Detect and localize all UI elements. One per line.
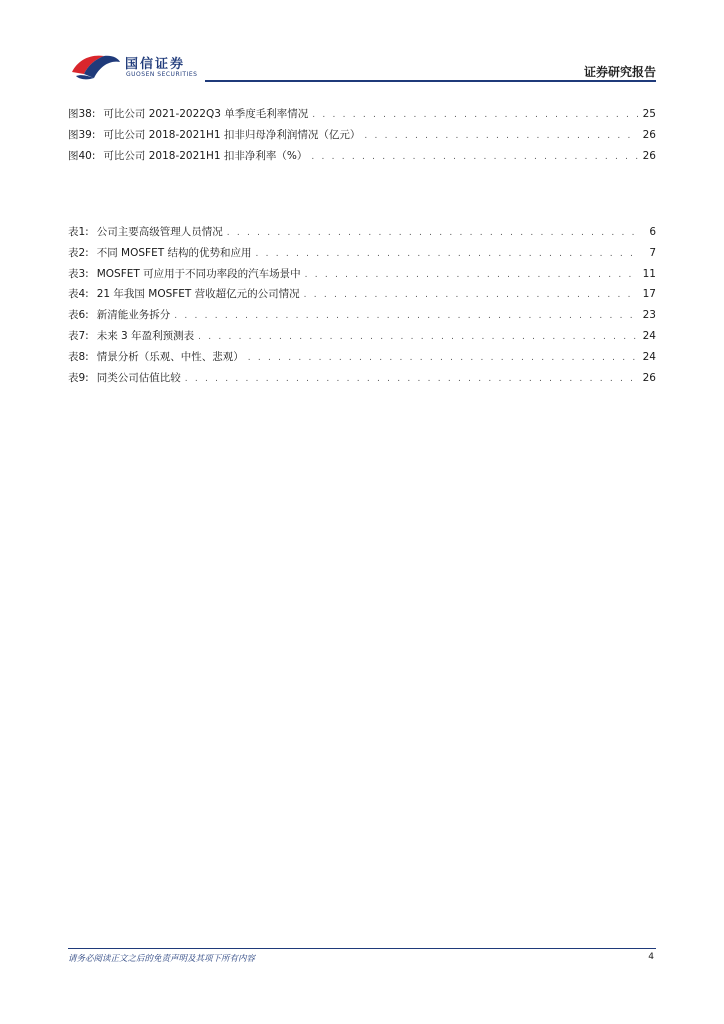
toc-entry-title: 未来 3 年盈利预测表 <box>96 329 195 342</box>
toc-entry-page: 23 <box>642 309 656 322</box>
page-number: 4 <box>648 952 654 962</box>
toc-entry-table-3[interactable] <box>68 264 656 285</box>
toc-entry-title: 同类公司估值比较 <box>96 371 181 384</box>
toc-entry-label: 图40: <box>68 149 96 162</box>
toc-dot-leader <box>174 306 638 327</box>
toc-entry-table-4[interactable] <box>68 284 656 305</box>
toc-dot-leader <box>304 285 638 306</box>
figure-index <box>68 104 656 166</box>
toc-entry-page: 17 <box>642 288 656 301</box>
report-type-label: 证券研究报告 <box>583 65 656 79</box>
toc-entry-figure-39[interactable] <box>68 125 656 146</box>
toc-entry-page: 26 <box>642 371 656 384</box>
page-header <box>0 0 724 90</box>
toc-entry-figure-40[interactable] <box>68 146 656 167</box>
toc-entry-label: 图38: <box>68 108 96 120</box>
toc-entry-label: 表9: <box>68 371 89 384</box>
toc-dot-leader <box>255 244 638 265</box>
toc-entry-title: 新清能业务拆分 <box>96 309 171 322</box>
toc-entry-table-6[interactable] <box>68 305 656 326</box>
toc-entry-label: 表2: <box>68 246 89 259</box>
toc-entry-table-1[interactable] <box>68 222 656 243</box>
toc-dot-leader <box>305 265 638 286</box>
table-index <box>68 222 656 388</box>
header-divider <box>205 80 656 82</box>
logo-chinese-name: 国信证券 <box>125 57 186 72</box>
toc-entry-table-2[interactable] <box>68 243 656 264</box>
toc-entry-label: 表8: <box>68 350 89 363</box>
footer-divider <box>68 948 656 949</box>
toc-dot-leader <box>198 327 638 348</box>
toc-entry-page: 26 <box>642 128 656 141</box>
toc-entry-page: 7 <box>649 246 656 259</box>
guosen-logo-icon <box>70 50 122 84</box>
toc-entry-title: 可比公司 2021-2022Q3 单季度毛利率情况 <box>103 108 309 120</box>
toc-entry-label: 表7: <box>68 329 89 342</box>
toc-entry-title: 21 年我国 MOSFET 营收超亿元的公司情况 <box>96 288 300 301</box>
toc-dot-leader <box>248 348 638 369</box>
toc-entry-title: 情景分析（乐观、中性、悲观） <box>96 350 244 363</box>
toc-entry-page: 6 <box>649 226 656 238</box>
toc-entry-title: 公司主要高级管理人员情况 <box>96 226 223 238</box>
toc-entry-label: 表4: <box>68 288 89 301</box>
toc-entry-title: 不同 MOSFET 结构的优势和应用 <box>96 246 252 259</box>
toc-entry-table-7[interactable] <box>68 326 656 347</box>
toc-entry-title: 可比公司 2018-2021H1 扣非归母净利润情况（亿元） <box>103 128 361 141</box>
toc-entry-label: 表3: <box>68 267 89 280</box>
toc-entry-page: 11 <box>642 267 656 280</box>
toc-entry-page: 24 <box>642 350 656 363</box>
toc-dot-leader <box>227 223 638 244</box>
toc-entry-page: 25 <box>642 108 656 120</box>
toc-entry-label: 表1: <box>68 226 89 238</box>
toc-dot-leader <box>312 105 638 126</box>
toc-entry-table-9[interactable] <box>68 368 656 389</box>
logo-english-name: GUOSEN SECURITIES <box>126 71 198 78</box>
toc-entry-page: 26 <box>642 149 656 162</box>
toc-dot-leader <box>364 126 638 147</box>
toc-entry-table-8[interactable] <box>68 347 656 368</box>
guosen-logo <box>70 50 220 84</box>
toc-entry-label: 表6: <box>68 309 89 322</box>
toc-entry-title: 可比公司 2018-2021H1 扣非净利率（%） <box>103 149 308 162</box>
toc-entry-figure-38[interactable] <box>68 104 656 125</box>
disclaimer-note: 请务必阅读正文之后的免责声明及其项下所有内容 <box>68 954 256 964</box>
toc-entry-page: 24 <box>642 329 656 342</box>
toc-dot-leader <box>185 369 638 390</box>
toc-entry-label: 图39: <box>68 128 96 141</box>
toc-dot-leader <box>311 147 638 168</box>
toc-entry-title: MOSFET 可应用于不同功率段的汽车场景中 <box>96 267 301 280</box>
